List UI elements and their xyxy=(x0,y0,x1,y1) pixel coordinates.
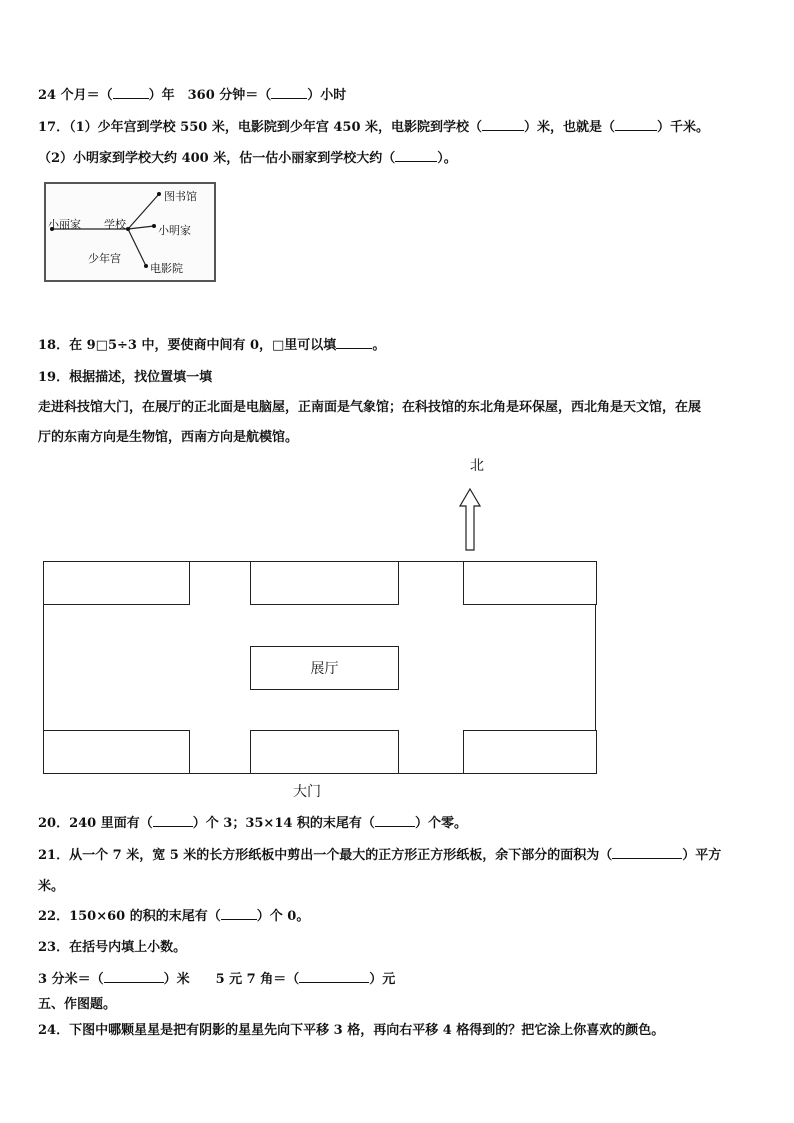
question-22 xyxy=(38,905,309,924)
question-20 xyxy=(38,812,467,831)
answer-blank[interactable] xyxy=(612,847,682,859)
room-south[interactable] xyxy=(250,730,399,774)
text-segment: 21．从一个 7 米，宽 5 米的长方形纸板中剪出一个最大的正方形正方形纸板，余下部分的面积为（ xyxy=(38,848,613,863)
section-heading: 五、作图题。 xyxy=(38,997,117,1012)
answer-blank[interactable] xyxy=(221,908,257,920)
text-segment: 20．240 里面有（ xyxy=(38,816,153,831)
question-23-title: 23．在括号内填上小数。 xyxy=(38,940,187,955)
exhibition-hall xyxy=(250,646,399,690)
question-19-para2: 厅的东南方向是生物馆，西南方向是航模馆。 xyxy=(38,430,299,445)
room-north[interactable] xyxy=(250,561,399,605)
room-southwest[interactable] xyxy=(43,730,190,774)
answer-blank[interactable] xyxy=(336,337,372,349)
text-segment: ）小时 xyxy=(307,88,347,103)
answer-blank[interactable] xyxy=(375,815,415,827)
text-segment: ）千米。 xyxy=(657,120,710,135)
text-segment: 。 xyxy=(372,338,386,353)
unit-conversion-line xyxy=(38,84,346,103)
text-segment: 24 个月＝（ xyxy=(38,88,113,103)
answer-blank[interactable] xyxy=(395,150,437,162)
room-northeast[interactable] xyxy=(463,561,597,605)
museum-floor-plan xyxy=(43,561,596,774)
text-segment: ）元 xyxy=(369,972,396,987)
question-18 xyxy=(38,334,385,353)
text-segment: ）个 3；35×14 积的末尾有（ xyxy=(192,816,375,831)
text-segment: ）。 xyxy=(437,151,457,166)
text-segment: 3 分米＝（ xyxy=(38,972,104,987)
map-label-xiaoli: 小丽家 xyxy=(48,218,81,231)
map-label-youth-palace: 少年宫 xyxy=(88,252,121,265)
text-segment: （2）小明家到学校大约 400 米，估一估小丽家到学校大约（ xyxy=(38,151,396,166)
gate-label: 大门 xyxy=(293,784,321,800)
north-label: 北 xyxy=(470,458,484,474)
question-19-para1: 走进科技馆大门，在展厅的正北面是电脑屋，正南面是气象馆；在科技馆的东北角是环保屋，西北角是天文馆，在展 xyxy=(38,400,702,415)
answer-blank[interactable] xyxy=(113,87,149,99)
text-segment: ）年 360 分钟＝（ xyxy=(148,88,272,103)
answer-blank[interactable] xyxy=(299,971,369,983)
map-label-cinema: 电影院 xyxy=(150,262,183,275)
question-17-part1 xyxy=(38,116,709,135)
answer-blank[interactable] xyxy=(615,119,657,131)
question-19-title: 19．根据描述，找位置填一填 xyxy=(38,370,213,385)
room-southeast[interactable] xyxy=(463,730,597,774)
text-segment: ）米，也就是（ xyxy=(524,120,616,135)
answer-blank[interactable] xyxy=(104,971,164,983)
text-segment: ）平方 xyxy=(682,848,722,863)
text-segment: ）个 0。 xyxy=(256,909,310,924)
location-map xyxy=(44,182,216,282)
question-21 xyxy=(38,844,721,863)
text-segment: ）米 5 元 7 角＝（ xyxy=(163,972,300,987)
question-21-cont: 米。 xyxy=(38,879,65,894)
answer-blank[interactable] xyxy=(482,119,524,131)
question-17-part2 xyxy=(38,147,457,166)
map-label-xiaoming: 小明家 xyxy=(158,224,191,237)
answer-blank[interactable] xyxy=(271,87,307,99)
text-segment: 17．（1）少年宫到学校 550 米，电影院到少年宫 450 米，电影院到学校（ xyxy=(38,120,483,135)
question-24: 24．下图中哪颗星星是把有阴影的星星先向下平移 3 格，再向右平移 4 格得到的？把它涂上你喜欢的颜色。 xyxy=(38,1023,665,1038)
question-23-items xyxy=(38,968,395,987)
map-label-school: 学校 xyxy=(104,218,126,231)
hall-label: 展厅 xyxy=(310,661,339,677)
text-segment: 22．150×60 的积的末尾有（ xyxy=(38,909,221,924)
answer-blank[interactable] xyxy=(153,815,193,827)
north-arrow-icon xyxy=(459,488,481,556)
room-northwest[interactable] xyxy=(43,561,190,605)
text-segment: 18．在 9□5÷3 中，要使商中间有 0，□里可以填 xyxy=(38,338,337,353)
text-segment: ）个零。 xyxy=(414,816,467,831)
map-label-library: 图书馆 xyxy=(164,190,197,203)
